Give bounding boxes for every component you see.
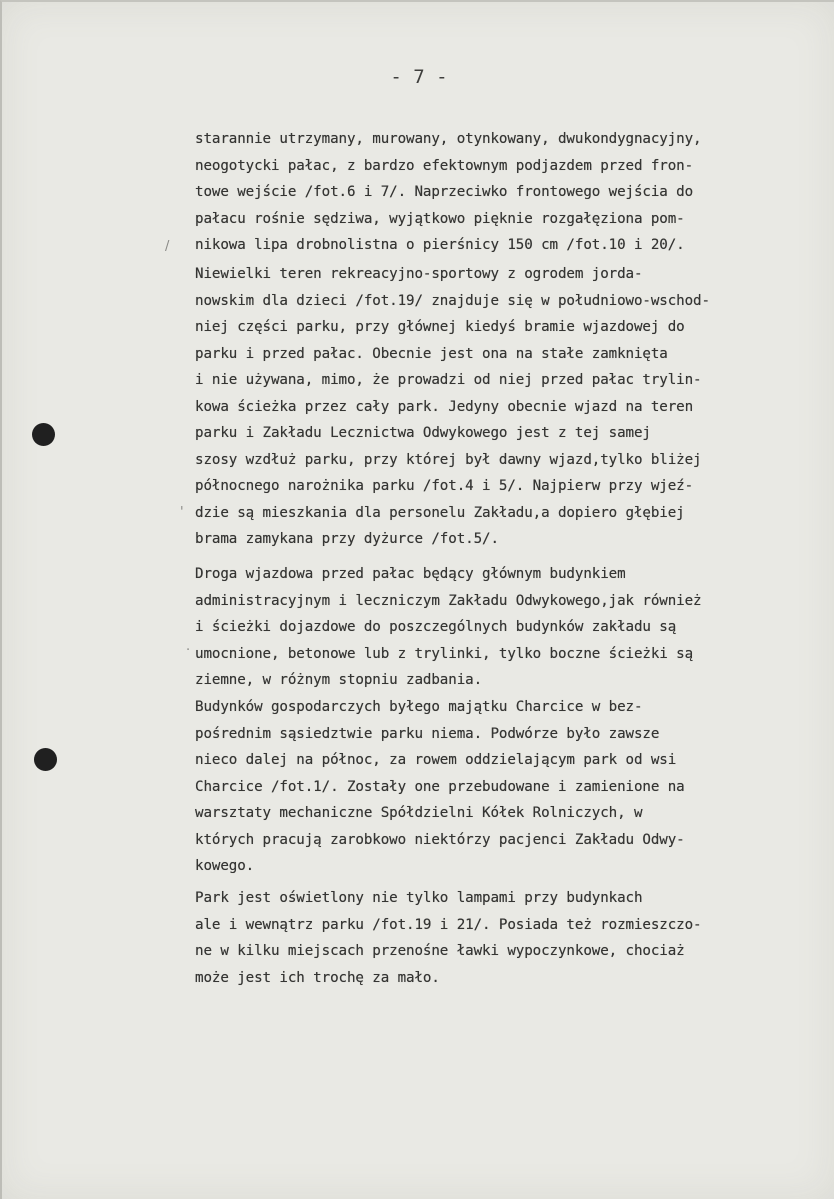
text-line: może jest ich trochę za mało. [195, 969, 440, 986]
paragraph-1 [195, 126, 820, 259]
paragraph-3 [195, 561, 820, 694]
paragraph-4 [195, 694, 820, 880]
text-line: kowego. [195, 858, 255, 874]
text-line: ale i wewnątrz parku /fot.19 i 21/. Posiada też rozmieszczo- [195, 916, 702, 933]
text-line: nikowa lipa drobnolistna o pierśnicy 150 cm /fot.10 i 20/. [195, 237, 685, 253]
text-line: warsztaty mechaniczne Spółdzielni Kółek Rolniczych, w [195, 805, 643, 821]
text-line: Charcice /fot.1/. Zostały one przebudowane i zamienione na [195, 778, 685, 795]
text-line: Niewielki teren rekreacyjno-sportowy z ogrodem jorda- [195, 266, 643, 282]
text-line: szosy wzdłuż parku, przy której był dawny wjazd,tylko bliżej [195, 451, 702, 468]
text-line: nieco dalej na północ, za rowem oddzielającym park od wsi [195, 752, 677, 768]
text-line: pałacu rośnie sędziwa, wyjątkowo pięknie rozgałęziona pom- [195, 210, 685, 227]
text-line: starannie utrzymany, murowany, otynkowany, dwukondygnacyjny, [195, 131, 702, 147]
text-line: pośrednim sąsiedztwie parku niema. Podwórze było zawsze [195, 725, 660, 742]
punch-hole-upper [32, 423, 55, 446]
text-line: parku i przed pałac. Obecnie jest ona na stałe zamknięta [195, 345, 668, 362]
text-line: Droga wjazdowa przed pałac będący głównym budynkiem [195, 566, 626, 582]
text-line: neogotycki pałac, z bardzo efektownym podjazdem przed fron- [195, 157, 694, 174]
text-line: dzie są mieszkania dla personelu Zakładu,a dopiero głębiej [195, 504, 685, 521]
text-line: ziemne, w różnym stopniu zadbania. [195, 672, 483, 688]
text-line: umocnione, betonowe lub z trylinki, tylko boczne ścieżki są [195, 645, 694, 662]
text-line: niej części parku, przy głównej kiedyś bramie wjazdowej do [195, 319, 685, 335]
text-line: nowskim dla dzieci /fot.19/ znajduje się w południowo-wschod- [195, 292, 710, 309]
text-line: Budynków gospodarczych byłego majątku Charcice w bez- [195, 699, 643, 715]
page-number: - 7 - [390, 66, 448, 88]
text-line: i ścieżki dojazdowe do poszczególnych budynków zakładu są [195, 619, 677, 635]
text-line: kowa ścieżka przez cały park. Jedyny obecnie wjazd na teren [195, 398, 694, 415]
paragraph-2 [195, 261, 820, 553]
text-line: północnego narożnika parku /fot.4 i 5/. Najpierw przy wjeź- [195, 478, 694, 494]
paragraph-5 [195, 885, 820, 991]
pencil-mark: / [165, 239, 170, 254]
punch-hole-lower [34, 748, 57, 771]
text-line: Park jest oświetlony nie tylko lampami przy budynkach [195, 890, 643, 906]
text-line: towe wejście /fot.6 i 7/. Naprzeciwko frontowego wejścia do [195, 184, 694, 200]
pencil-mark: . [186, 639, 191, 654]
text-line: brama zamykana przy dyżurce /fot.5/. [195, 531, 499, 547]
text-line: i nie używana, mimo, że prowadzi od niej przed pałac trylin- [195, 372, 702, 388]
text-line: parku i Zakładu Lecznictwa Odwykowego jest z tej samej [195, 425, 651, 441]
text-line: których pracują zarobkowo niektórzy pacjenci Zakładu Odwy- [195, 831, 685, 848]
pencil-mark: ' [180, 505, 184, 520]
text-line: ne w kilku miejscach przenośne ławki wypoczynkowe, chociaż [195, 943, 685, 959]
text-line: administracyjnym i leczniczym Zakładu Odwykowego,jak również [195, 592, 702, 609]
